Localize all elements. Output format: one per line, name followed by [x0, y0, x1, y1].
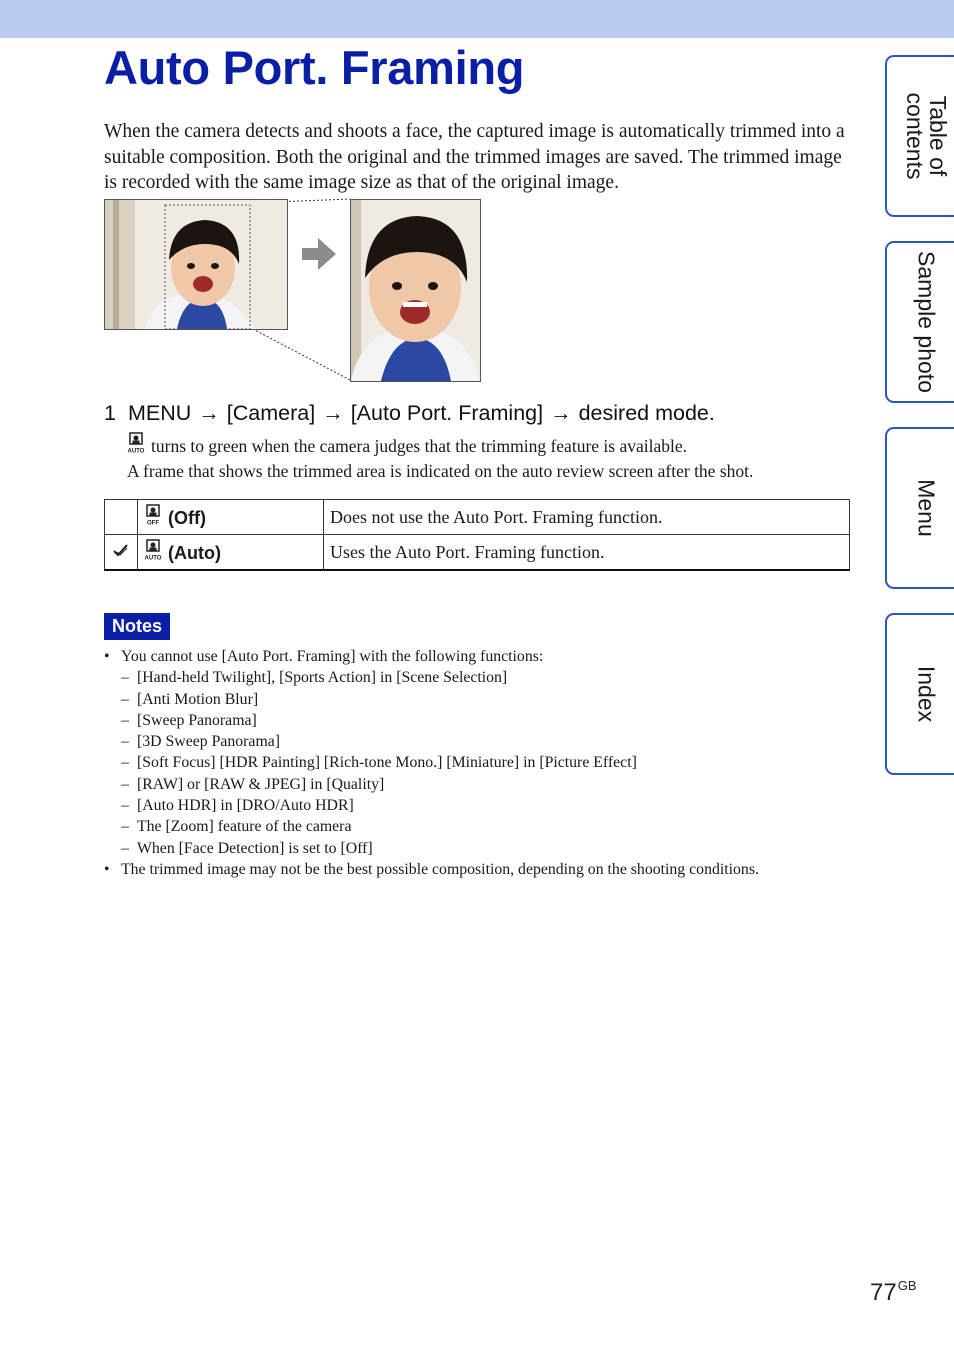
list-item: – When [Face Detection] is set to [Off] [121, 838, 864, 859]
tab-label: Index [913, 665, 940, 723]
arrow-right-icon [302, 238, 336, 270]
list-item: – [Soft Focus] [HDR Painting] [Rich-tone Mono.] [Miniature] in [Picture Effect] [121, 752, 864, 773]
table-row [105, 500, 850, 535]
notes-list [104, 646, 864, 880]
list-item: – [Auto HDR] in [DRO/Auto HDR] [121, 795, 864, 816]
list-item [104, 646, 864, 859]
svg-text:OFF: OFF [147, 520, 159, 526]
auto-port-framing-off-icon [144, 504, 162, 531]
page-suffix: GB [897, 1278, 917, 1293]
svg-text:AUTO: AUTO [144, 555, 162, 561]
option-auto [138, 535, 324, 571]
list-item: – [Anti Motion Blur] [121, 689, 864, 710]
check-cell [105, 535, 138, 571]
note-text: You cannot use [Auto Port. Framing] with the following functions: [121, 648, 544, 665]
tab-menu[interactable] [885, 427, 954, 589]
arrow-icon: → [322, 401, 344, 425]
description-line-1: turns to green when the camera judges that the trimming feature is available. [151, 436, 687, 456]
arrow-icon: → [550, 401, 572, 425]
arrow-icon: → [198, 401, 220, 425]
list-item: – [Hand-held Twilight], [Sports Action] in [Scene Selection] [121, 667, 864, 688]
step-description [127, 432, 847, 483]
notes-badge: Notes [104, 613, 170, 640]
tab-sample-photo[interactable] [885, 241, 954, 403]
description-line-2: A frame that shows the trimmed area is indicated on the auto review screen after the shot. [127, 461, 754, 481]
tab-table-of-contents[interactable] [885, 55, 954, 217]
step-desired-mode: desired mode. [578, 401, 715, 425]
sub-list [121, 667, 864, 859]
table-row [105, 535, 850, 571]
option-off-desc: Does not use the Auto Port. Framing function. [324, 500, 850, 535]
tab-label: Menu [913, 479, 940, 537]
top-bar [0, 0, 954, 38]
list-item: – [3D Sweep Panorama] [121, 731, 864, 752]
default-check-icon [113, 544, 129, 558]
options-table [104, 499, 850, 571]
list-item: • The trimmed image may not be the best possible composition, depending on the shooting conditions. [104, 859, 864, 880]
auto-port-framing-auto-icon [127, 432, 145, 460]
tab-index[interactable] [885, 613, 954, 775]
original-photo [104, 199, 288, 330]
step-number: 1 [104, 401, 116, 425]
option-off-label: (Off) [168, 507, 206, 528]
tab-label: Table of [925, 95, 951, 177]
option-auto-label: (Auto) [168, 542, 221, 563]
step-camera: [Camera] [226, 401, 316, 425]
svg-text:AUTO: AUTO [127, 448, 145, 454]
option-auto-desc: Uses the Auto Port. Framing function. [324, 535, 850, 571]
trimmed-photo [350, 199, 481, 382]
option-off [138, 500, 324, 535]
step-menu: MENU [127, 401, 192, 425]
list-item: – The [Zoom] feature of the camera [121, 816, 864, 837]
intro-paragraph: When the camera detects and shoots a face, the captured image is automatically trimmed into a suitable composition. Both the original and the trimmed images are saved. The trimmed image is recorded with the same image size as that of the original image. [104, 121, 845, 194]
list-item: – [RAW] or [RAW & JPEG] in [Quality] [121, 774, 864, 795]
step-1-instruction [104, 401, 715, 426]
tab-label: Sample photo [913, 251, 940, 393]
auto-port-framing-auto-icon [144, 539, 162, 566]
check-cell [105, 500, 138, 535]
step-auto-port-framing: [Auto Port. Framing] [350, 401, 544, 425]
tab-label: contents [902, 92, 928, 180]
page-number: $77^{GB}$ [870, 1278, 917, 1306]
page-title: Auto Port. Framing [104, 41, 525, 94]
list-item: – [Sweep Panorama] [121, 710, 864, 731]
example-figure [104, 198, 504, 388]
